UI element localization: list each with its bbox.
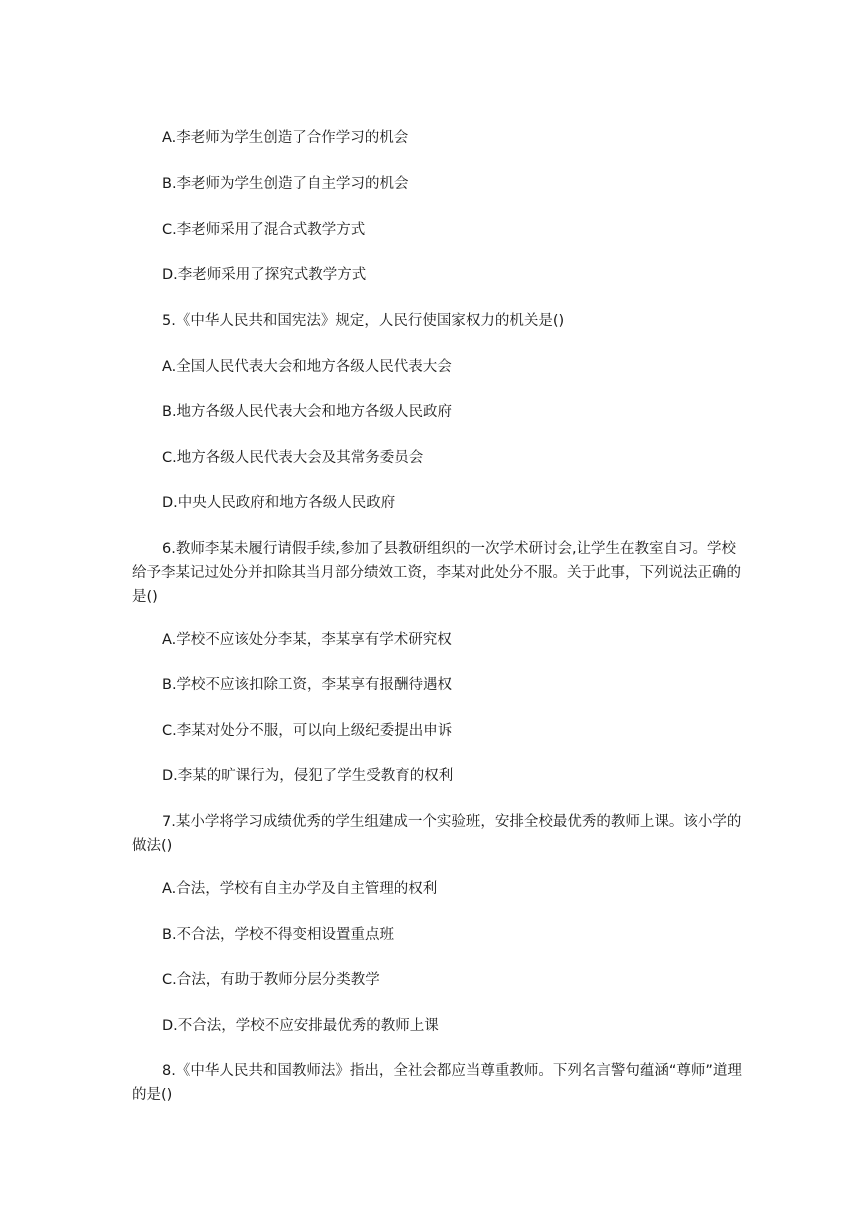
q5-option-a: A.全国人民代表大会和地方各级人民代表大会 [162,359,452,375]
q7-option-b: B.不合法，学校不得变相设置重点班 [162,927,395,943]
q5-option-b: B.地方各级人民代表大会和地方各级人民政府 [162,404,453,420]
q7-option-a: A.合法，学校有自主办学及自主管理的权利 [162,881,438,897]
q4-option-b: B.李老师为学生创造了自主学习的机会 [162,176,409,192]
q6-option-b: B.学校不应该扣除工资，李某享有报酬待遇权 [162,677,453,693]
q6-option-a: A.学校不应该处分李某，李某享有学术研究权 [162,632,452,648]
q6-option-d: D.李某的旷课行为，侵犯了学生受教育的权利 [162,768,454,784]
q4-option-a: A.李老师为学生创造了合作学习的机会 [162,130,409,146]
q6-stem: 6.教师李某未履行请假手续,参加了县教研组织的一次学术研讨会,让学生在教室自习。学校给予李某记过处分并扣除其当月部分绩效工资，李某对此处分不服。关于此事，下列说法正确的是() [132,541,741,605]
q6-option-c: C.李某对处分不服，可以向上级纪委提出申诉 [162,723,453,739]
q4-option-c: C.李老师采用了混合式教学方式 [162,222,366,238]
q4-option-d: D.李老师采用了探究式教学方式 [162,267,367,283]
q5-stem: 5.《中华人民共和国宪法》规定，人民行使国家权力的机关是() [162,313,565,329]
q7-option-c: C.合法，有助于教师分层分类教学 [162,972,380,988]
q5-option-c: C.地方各级人民代表大会及其常务委员会 [162,450,424,466]
q8-stem: 8.《中华人民共和国教师法》指出，全社会都应当尊重教师。下列名言警句蕴涵“尊师”道理的是() [132,1063,742,1103]
q7-option-d: D.不合法，学校不应安排最优秀的教师上课 [162,1018,439,1034]
q5-option-d: D.中央人民政府和地方各级人民政府 [162,495,396,511]
q7-stem: 7.某小学将学习成绩优秀的学生组建成一个实验班，安排全校最优秀的教师上课。该小学的做法() [132,814,742,854]
